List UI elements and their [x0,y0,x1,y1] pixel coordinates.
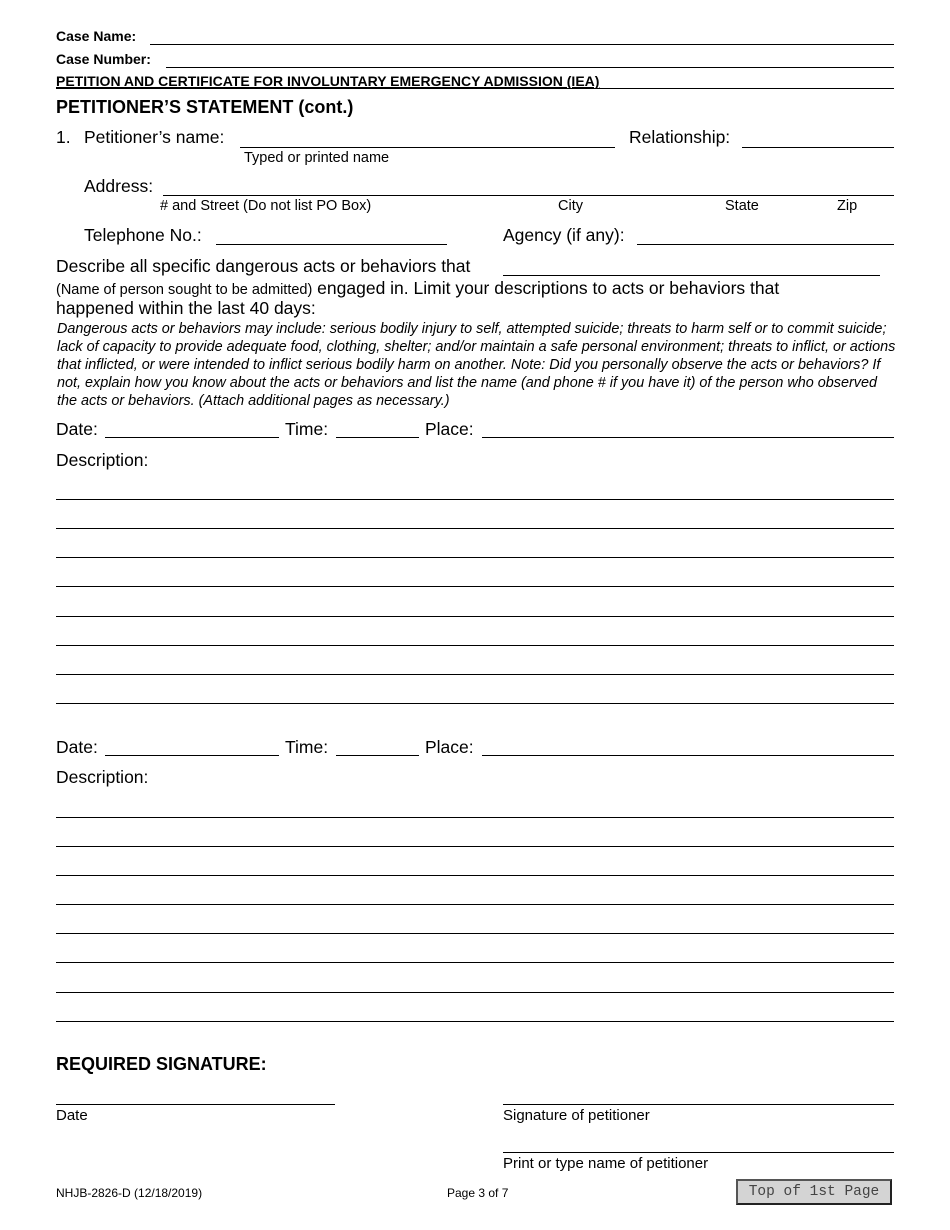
address-zip-caption: Zip [837,198,858,214]
petitioner-name-caption: Typed or printed name [244,150,390,166]
telephone-label: Telephone No.: [84,225,202,245]
incident2-description-line[interactable] [56,933,894,934]
agency-field[interactable] [637,244,894,245]
incident1-time-label: Time: [285,419,329,439]
incident2-place-field[interactable] [482,755,894,756]
required-signature-title: REQUIRED SIGNATURE: [56,1054,267,1074]
incident2-date-label: Date: [56,737,98,757]
incident2-place-label: Place: [425,737,474,757]
form-title: PETITION AND CERTIFICATE FOR INVOLUNTARY EMERGENCY ADMISSION (IEA) [56,73,600,89]
form-id: NHJB-2826-D (12/18/2019) [56,1186,203,1200]
petitioner-name-field[interactable] [240,147,615,148]
incident1-description-line[interactable] [56,528,894,529]
section-title: PETITIONER’S STATEMENT (cont.) [56,97,354,117]
case-number-label: Case Number: [56,51,151,67]
petitioner-print-name-caption: Print or type name of petitioner [503,1155,709,1172]
address-label: Address: [84,176,154,196]
incident1-description-label: Description: [56,450,149,470]
petitioner-signature-caption: Signature of petitioner [503,1107,650,1124]
address-state-caption: State [725,198,759,214]
incident1-description-line[interactable] [56,557,894,558]
incident1-time-field[interactable] [336,437,419,438]
address-field[interactable] [163,195,894,196]
incident1-place-field[interactable] [482,437,894,438]
case-number-field[interactable] [166,67,894,68]
page-number: Page 3 of 7 [447,1186,509,1200]
incident1-description-line[interactable] [56,674,894,675]
title-rule [56,88,894,89]
incident2-description-line[interactable] [56,992,894,993]
incident1-description-line[interactable] [56,586,894,587]
incident1-description-line[interactable] [56,645,894,646]
incident2-description-label: Description: [56,767,149,787]
signature-date-field[interactable] [56,1104,335,1105]
incident1-description-line[interactable] [56,499,894,500]
describe-line2-rest: engaged in. Limit your descriptions to acts or behaviors that [312,278,780,298]
incident2-description-line[interactable] [56,817,894,818]
incident2-description-line[interactable] [56,846,894,847]
case-name-label: Case Name: [56,28,137,44]
incident1-description-line[interactable] [56,703,894,704]
describe-line1: Describe all specific dangerous acts or behaviors that [56,256,471,276]
case-name-field[interactable] [150,44,894,45]
incident1-description-line[interactable] [56,616,894,617]
incident2-description-line[interactable] [56,904,894,905]
telephone-field[interactable] [216,244,447,245]
petitioner-name-label: Petitioner’s name: [84,127,225,147]
dangerous-acts-note: Dangerous acts or behaviors may include: serious bodily injury to self, attempted suicide; threats to harm self or to commit suicide; lack of capacity to provide adequate food, clothing, shelter; and/or maintain a safe personal environment; threats to inflict, or actions that inflicted, or were intended to inflict serious bodily harm on another. Note: Did you personally observe the acts or behaviors? If not, explain how you know about the acts or behaviors and list the name (and phone # if you have it) of the person who observed the acts or behaviors. (Attach additional pages as necessary.) [57,321,896,409]
incident1-date-field[interactable] [105,437,279,438]
incident1-place-label: Place: [425,419,474,439]
incident2-description-line[interactable] [56,875,894,876]
incident2-time-label: Time: [285,737,329,757]
incident2-date-field[interactable] [105,755,279,756]
incident2-description-line[interactable] [56,962,894,963]
relationship-field[interactable] [742,147,894,148]
item-number: 1. [56,127,71,147]
describe-line3: happened within the last 40 days: [56,298,316,318]
petitioner-signature-field[interactable] [503,1104,894,1105]
petitioner-print-name-field[interactable] [503,1152,894,1153]
incident1-date-label: Date: [56,419,98,439]
person-name-caption: (Name of person sought to be admitted) [56,282,313,298]
agency-label: Agency (if any): [503,225,625,245]
describe-line2 [56,280,779,298]
address-city-caption: City [558,198,583,214]
top-of-first-page-button[interactable]: Top of 1st Page [736,1179,892,1205]
incident2-time-field[interactable] [336,755,419,756]
person-name-field[interactable] [503,275,880,276]
address-street-caption: # and Street (Do not list PO Box) [160,198,372,214]
signature-date-caption: Date [56,1107,88,1124]
incident2-description-line[interactable] [56,1021,894,1022]
relationship-label: Relationship: [629,127,731,147]
